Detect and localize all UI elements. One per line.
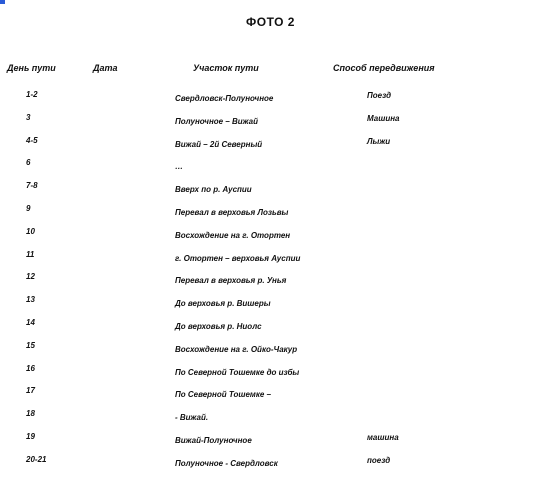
table-row <box>0 338 541 361</box>
table-row <box>0 292 541 315</box>
segment-cell: - Вижай. <box>175 413 209 423</box>
segment-cell: По Северной Тошемке – <box>175 390 272 400</box>
header-date: Дата <box>93 63 118 73</box>
segment-cell: До верховья р. Вишеры <box>175 299 271 309</box>
day-cell: 6 <box>26 158 31 168</box>
segment-cell: Восхождение на г. Ойко-Чакур <box>175 344 298 354</box>
header-segment: Участок пути <box>193 63 259 73</box>
table-row <box>0 429 541 452</box>
segment-cell: Полуночное - Свердловск <box>175 458 278 468</box>
table-row <box>0 110 541 133</box>
segment-cell: Свердловск-Полуночное <box>175 94 274 103</box>
segment-cell: До верховья р. Ниолс <box>175 321 262 331</box>
day-cell: 4-5 <box>26 135 38 145</box>
table-row <box>0 201 541 224</box>
table-row <box>0 247 541 270</box>
segment-cell: Перевал в верховья Лозьвы <box>175 207 289 217</box>
segment-cell: Перевал в верховья р. Унья <box>175 276 287 286</box>
table-row <box>0 383 541 406</box>
header-transport: Способ передвижения <box>333 63 435 73</box>
day-cell: 20-21 <box>26 454 47 464</box>
segment-cell: Полуночное – Вижай <box>175 116 258 126</box>
table-row <box>0 406 541 429</box>
day-cell: 15 <box>26 340 35 350</box>
transport-cell: Лыжи <box>367 136 391 146</box>
table-row <box>0 269 541 292</box>
table-row <box>0 87 541 110</box>
segment-cell: … <box>175 162 183 172</box>
table-row <box>0 178 541 201</box>
day-cell: 10 <box>26 226 35 236</box>
segment-cell: По Северной Тошемке до избы <box>175 367 300 377</box>
table-row <box>0 133 541 156</box>
day-cell: 17 <box>26 386 35 396</box>
day-cell: 7-8 <box>26 181 38 191</box>
table-row <box>0 361 541 384</box>
day-cell: 12 <box>26 272 35 282</box>
transport-cell: Машина <box>367 113 400 123</box>
route-table <box>0 87 541 475</box>
table-row <box>0 155 541 178</box>
segment-cell: Вверх по р. Ауспии <box>175 185 252 195</box>
document-title: ФОТО 2 <box>246 15 295 29</box>
table-row <box>0 224 541 247</box>
segment-cell: Восхождение на г. Отортен <box>175 230 291 240</box>
transport-cell: поезд <box>367 455 391 465</box>
day-cell: 19 <box>26 431 35 441</box>
day-cell: 3 <box>26 112 31 122</box>
day-cell: 14 <box>26 317 35 327</box>
day-cell: 11 <box>26 249 35 259</box>
header-day: День пути <box>7 63 56 73</box>
day-cell: 1-2 <box>26 90 38 99</box>
day-cell: 9 <box>26 203 31 213</box>
segment-cell: Вижай – 2й Северный <box>175 139 263 149</box>
table-row <box>0 315 541 338</box>
table-row <box>0 452 541 475</box>
transport-cell: Поезд <box>367 91 392 100</box>
day-cell: 13 <box>26 295 35 305</box>
transport-cell: машина <box>367 432 399 442</box>
day-cell: 16 <box>26 363 35 373</box>
segment-cell: г. Отортен – верховья Ауспии <box>175 253 301 263</box>
corner-mark <box>0 0 5 4</box>
segment-cell: Вижай-Полуночное <box>175 435 252 445</box>
day-cell: 18 <box>26 409 35 419</box>
